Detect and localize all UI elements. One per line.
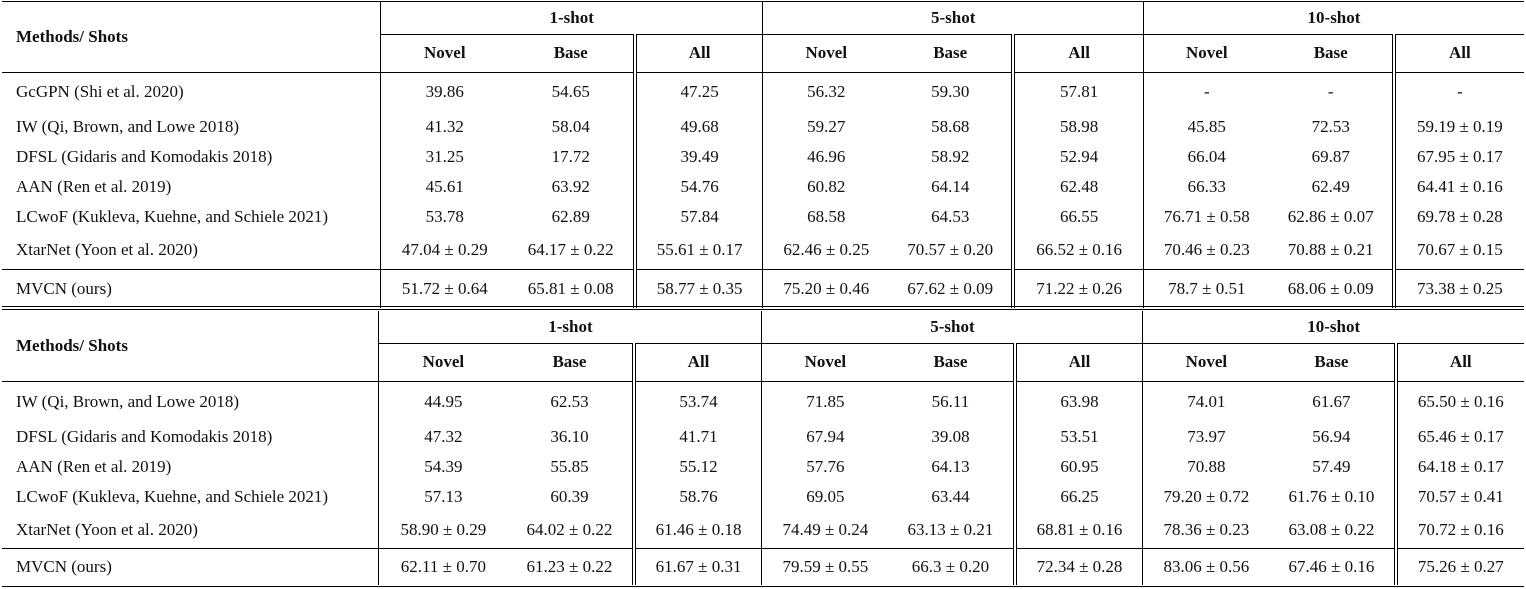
- result-cell: 56.32: [763, 72, 889, 112]
- results-table-2: [2, 311, 1524, 585]
- result-cell: 41.32: [380, 112, 508, 142]
- column-header: Base: [552, 352, 587, 371]
- result-cell: 61.67: [1269, 381, 1395, 422]
- result-cell: 39.49: [635, 142, 763, 172]
- result-cell: 46.96: [763, 142, 889, 172]
- result-cell: 71.22 ± 0.26: [1013, 269, 1143, 308]
- method-name: MVCN (ours): [2, 269, 380, 308]
- result-cell: 39.86: [380, 72, 508, 112]
- result-cell: 78.36 ± 0.23: [1143, 512, 1269, 548]
- result-cell: 39.08: [931, 427, 970, 446]
- result-cell: 66.52 ± 0.16: [1013, 232, 1143, 269]
- corner-header: Methods/ Shots: [16, 335, 128, 355]
- result-cell: 58.77 ± 0.35: [635, 269, 763, 308]
- result-cell: 61.67 ± 0.31: [634, 548, 762, 585]
- result-cell: 17.72: [551, 147, 590, 166]
- result-cell: 70.88 ± 0.21: [1287, 240, 1374, 260]
- method-row: [2, 202, 1524, 232]
- result-cell: 78.7 ± 0.51: [1143, 269, 1269, 308]
- result-cell: 73.38 ± 0.25: [1394, 269, 1524, 308]
- result-cell: 53.78: [380, 202, 508, 232]
- result-cell: 67.46 ± 0.16: [1269, 548, 1395, 585]
- result-cell: 70.57 ± 0.20: [907, 240, 994, 260]
- result-cell: 75.26 ± 0.27: [1396, 548, 1524, 585]
- method-name: XtarNet (Yoon et al. 2020): [16, 240, 198, 260]
- result-cell: 71.85: [762, 381, 888, 422]
- column-header: Base: [933, 352, 968, 371]
- shot-group-header: 1-shot: [380, 2, 763, 34]
- result-cell: 54.76: [635, 172, 763, 202]
- result-cell: 64.53: [931, 207, 970, 226]
- result-cell: 62.46 ± 0.25: [763, 232, 889, 269]
- method-row: [2, 512, 1524, 548]
- result-cell: 45.85: [1143, 112, 1269, 142]
- result-cell: 57.13: [379, 482, 507, 512]
- column-header: All: [634, 343, 762, 381]
- column-header: All: [1013, 34, 1143, 72]
- result-cell: 63.08 ± 0.22: [1288, 519, 1375, 539]
- method-name: LCwoF (Kukleva, Kuehne, and Schiele 2021): [16, 487, 329, 506]
- result-cell: 69.87: [1311, 147, 1350, 166]
- result-cell: 44.95: [379, 381, 507, 422]
- column-header: All: [1396, 343, 1524, 381]
- column-header: Novel: [763, 34, 889, 72]
- method-name: GcGPN (Shi et al. 2020): [2, 72, 380, 112]
- result-cell: 74.01: [1143, 381, 1269, 422]
- result-cell: 76.71 ± 0.58: [1143, 202, 1269, 232]
- shot-group-header: 10-shot: [1143, 311, 1524, 343]
- result-cell: 56.94: [1312, 427, 1351, 446]
- result-cell: 72.53: [1311, 117, 1350, 136]
- result-cell: 70.72 ± 0.16: [1396, 512, 1524, 548]
- result-cell: 64.41 ± 0.16: [1394, 172, 1524, 202]
- result-cell: 75.20 ± 0.46: [763, 269, 889, 308]
- result-cell: 58.90 ± 0.29: [379, 512, 507, 548]
- result-cell: 55.12: [634, 452, 762, 482]
- column-header: Novel: [1143, 343, 1269, 381]
- result-cell: 41.71: [634, 422, 762, 452]
- result-cell: 61.23 ± 0.22: [507, 548, 633, 585]
- result-cell: 67.94: [762, 422, 888, 452]
- result-cell: 79.59 ± 0.55: [762, 548, 888, 585]
- method-row: [2, 172, 1524, 202]
- method-name: XtarNet (Yoon et al. 2020): [16, 519, 198, 539]
- column-header: Base: [1313, 43, 1348, 62]
- result-cell: 36.10: [550, 427, 589, 446]
- result-cell: 66.33: [1143, 172, 1269, 202]
- result-cell: 47.04 ± 0.29: [380, 232, 508, 269]
- method-row: [2, 232, 1524, 269]
- result-cell: 60.39: [550, 487, 589, 506]
- column-header: All: [635, 34, 763, 72]
- method-row: [2, 112, 1524, 142]
- result-cell: 83.06 ± 0.56: [1143, 548, 1269, 585]
- method-row: [2, 452, 1524, 482]
- method-row: [2, 422, 1524, 452]
- result-cell: 49.68: [635, 112, 763, 142]
- result-cell: 68.06 ± 0.09: [1270, 269, 1394, 308]
- method-name: AAN (Ren et al. 2019): [16, 177, 172, 196]
- result-cell: 47.25: [635, 72, 763, 112]
- column-header: All: [1394, 34, 1524, 72]
- result-cell: 52.94: [1013, 142, 1143, 172]
- result-cell: 70.88: [1143, 452, 1269, 482]
- method-row: [2, 482, 1524, 512]
- result-cell: 79.20 ± 0.72: [1143, 482, 1269, 512]
- shot-group-header: 5-shot: [763, 2, 1144, 34]
- result-cell: -: [1143, 72, 1269, 112]
- result-cell: 57.81: [1013, 72, 1143, 112]
- method-name: IW (Qi, Brown, and Lowe 2018): [2, 381, 379, 422]
- result-cell: 74.49 ± 0.24: [762, 512, 888, 548]
- column-header: Base: [1314, 352, 1349, 371]
- column-header: Novel: [762, 343, 888, 381]
- result-cell: 61.76 ± 0.10: [1288, 487, 1375, 506]
- result-cell: 62.49: [1311, 177, 1350, 196]
- result-cell: 67.62 ± 0.09: [889, 269, 1013, 308]
- result-cell: 59.27: [763, 112, 889, 142]
- result-cell: 56.11: [888, 381, 1014, 422]
- result-cell: 57.84: [635, 202, 763, 232]
- group-header-row: [2, 2, 1524, 34]
- result-cell: 59.19 ± 0.19: [1394, 112, 1524, 142]
- result-cell: 66.55: [1013, 202, 1143, 232]
- result-cell: 64.17 ± 0.22: [527, 240, 614, 260]
- result-cell: 62.11 ± 0.70: [379, 548, 507, 585]
- shot-group-header: 10-shot: [1143, 2, 1524, 34]
- result-cell: 54.39: [379, 452, 507, 482]
- method-name: DFSL (Gidaris and Komodakis 2018): [16, 147, 273, 166]
- result-cell: 72.34 ± 0.28: [1015, 548, 1143, 585]
- result-cell: 58.76: [634, 482, 762, 512]
- result-cell: 66.25: [1015, 482, 1143, 512]
- result-cell: 68.58: [763, 202, 889, 232]
- method-row: [2, 381, 1524, 422]
- result-cell: 62.86 ± 0.07: [1287, 207, 1374, 226]
- result-cell: 64.18 ± 0.17: [1396, 452, 1524, 482]
- result-cell: 57.76: [762, 452, 888, 482]
- result-cell: 51.72 ± 0.64: [380, 269, 508, 308]
- result-cell: 67.95 ± 0.17: [1394, 142, 1524, 172]
- result-cell: 70.67 ± 0.15: [1394, 232, 1524, 269]
- result-cell: 55.85: [550, 457, 589, 476]
- corner-header: Methods/ Shots: [16, 26, 128, 46]
- result-cell: 64.02 ± 0.22: [526, 519, 613, 539]
- result-cell: 73.97: [1143, 422, 1269, 452]
- column-header: Base: [553, 43, 588, 62]
- result-cell: 63.98: [1015, 381, 1143, 422]
- result-cell: 58.98: [1013, 112, 1143, 142]
- result-cell: 54.65: [509, 72, 635, 112]
- result-cell: 70.46 ± 0.23: [1143, 232, 1269, 269]
- column-header: Novel: [379, 343, 507, 381]
- result-cell: 62.89: [551, 207, 590, 226]
- method-row: [2, 72, 1524, 112]
- method-name: IW (Qi, Brown, and Lowe 2018): [16, 117, 240, 136]
- result-cell: 70.57 ± 0.41: [1396, 482, 1524, 512]
- result-cell: 65.46 ± 0.17: [1396, 422, 1524, 452]
- result-cell: 64.14: [931, 177, 970, 196]
- result-cell: -: [1394, 72, 1524, 112]
- column-header: Base: [933, 43, 968, 62]
- ours-row: [2, 548, 1524, 585]
- result-cell: 65.50 ± 0.16: [1396, 381, 1524, 422]
- shot-group-header: 1-shot: [379, 311, 762, 343]
- column-header: Novel: [380, 34, 508, 72]
- results-table-1: [2, 2, 1524, 308]
- result-cell: 58.68: [931, 117, 970, 136]
- result-cell: 58.92: [931, 147, 970, 166]
- result-cell: 66.3 ± 0.20: [888, 548, 1014, 585]
- result-cell: 60.82: [763, 172, 889, 202]
- result-cell: 62.53: [507, 381, 633, 422]
- result-cell: 45.61: [380, 172, 508, 202]
- method-name: LCwoF (Kukleva, Kuehne, and Schiele 2021): [16, 207, 329, 226]
- result-cell: 68.81 ± 0.16: [1015, 512, 1143, 548]
- result-cell: 69.05: [762, 482, 888, 512]
- result-cell: 69.78 ± 0.28: [1394, 202, 1524, 232]
- result-cell: 62.48: [1013, 172, 1143, 202]
- method-row: [2, 142, 1524, 172]
- result-cell: 66.04: [1143, 142, 1269, 172]
- method-name: MVCN (ours): [2, 548, 379, 585]
- column-header: All: [1015, 343, 1143, 381]
- result-cell: 59.30: [889, 72, 1013, 112]
- method-name: AAN (Ren et al. 2019): [16, 457, 172, 476]
- result-cell: -: [1270, 72, 1394, 112]
- shot-group-header: 5-shot: [762, 311, 1143, 343]
- ours-row: [2, 269, 1524, 308]
- result-cell: 57.49: [1312, 457, 1351, 476]
- group-header-row: [2, 311, 1524, 343]
- result-cell: 65.81 ± 0.08: [509, 269, 635, 308]
- result-cell: 63.44: [931, 487, 970, 506]
- result-cell: 63.13 ± 0.21: [907, 519, 994, 539]
- result-cell: 58.04: [551, 117, 590, 136]
- method-name: DFSL (Gidaris and Komodakis 2018): [16, 427, 273, 446]
- result-cell: 64.13: [931, 457, 970, 476]
- result-cell: 63.92: [551, 177, 590, 196]
- result-cell: 53.51: [1015, 422, 1143, 452]
- result-cell: 47.32: [379, 422, 507, 452]
- result-cell: 60.95: [1015, 452, 1143, 482]
- result-cell: 53.74: [634, 381, 762, 422]
- result-cell: 55.61 ± 0.17: [635, 232, 763, 269]
- result-cell: 61.46 ± 0.18: [634, 512, 762, 548]
- result-cell: 31.25: [380, 142, 508, 172]
- column-header: Novel: [1143, 34, 1269, 72]
